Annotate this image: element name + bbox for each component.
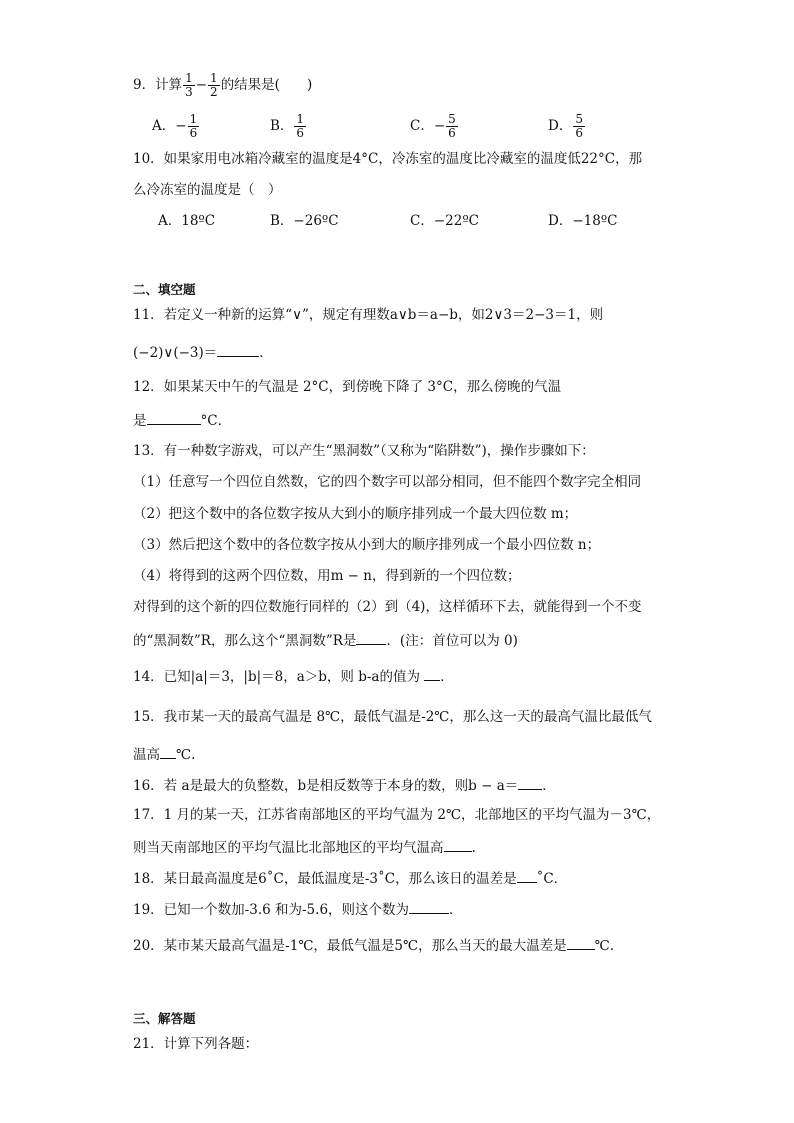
- question-19: 19．已知一个数加-3.6 和为-5.6，则这个数为 ．: [133, 899, 463, 919]
- answer-blank: [424, 666, 440, 681]
- question-13-step-3: （3）然后把这个数中的各位数字按从小到大的顺序排列成一个最小四位数 n；: [133, 537, 601, 553]
- answer-blank: [147, 410, 201, 425]
- q9-option-d: D． $\frac{5}{6}$: [548, 112, 583, 140]
- fraction-one-third: $\frac{1}{3}$: [185, 71, 193, 99]
- answer-blank: [518, 775, 542, 790]
- section-heading-solutions: 三、解答题: [133, 1011, 196, 1026]
- question-20: 20．某市某天最高气温是-1℃，最低气温是5℃，那么当天的最大温差是 ℃.: [133, 935, 614, 955]
- question-12-line-1: 12．如果某天中午的气温是 2°C，到傍晚下降了 3°C，那么傍晚的气温: [133, 379, 562, 395]
- question-13-step-1: （1）任意写一个四位自然数，它的四个数字可以部分相同，但不能四个数字完全相同: [133, 474, 642, 490]
- question-11-line-2: (−2)∨(−3)＝ ．: [133, 342, 273, 362]
- question-21: 21．计算下列各题：: [133, 1036, 259, 1052]
- question-13-line-1: 13．有一种数字游戏，可以产生“黑洞数”（又称为“陷阱数”)，操作步骤如下：: [133, 443, 595, 459]
- question-9: 9．计算 $\frac{1}{3}$ − $\frac{1}{2}$ 的结果是( ): [133, 71, 313, 99]
- question-18: 18．某日最高温度是6˚C，最低温度是-3˚C，那么该日的温差是 ˚C．: [133, 868, 567, 888]
- question-13-line-7: 的“黑洞数”R，那么这个“黑洞数”R是 ．(注：首位可以为 0): [133, 630, 518, 650]
- answer-blank: [356, 630, 386, 645]
- answer-blank: [160, 744, 176, 759]
- question-12-line-2: 是 °C．: [133, 410, 231, 430]
- answer-blank: [444, 837, 472, 852]
- q10-option-c: C．−22ºC: [410, 213, 479, 229]
- question-13-step-2: （2）把这个数中的各位数字按从大到小的顺序排列成一个最大四位数 m；: [133, 506, 578, 522]
- question-10-line-2: 么冷冻室的温度是（ ）: [133, 182, 282, 198]
- question-16: 16．若 a是最大的负整数，b是相反数等于本身的数，则b − a＝ ．: [133, 775, 556, 795]
- answer-blank: [567, 935, 595, 950]
- question-17-line-1: 17．1 月的某一天，江苏省南部地区的平均气温为 2℃，北部地区的平均气温为－3℃，: [133, 807, 661, 823]
- q10-option-d: D．−18ºC: [548, 213, 618, 229]
- fraction-one-half: $\frac{1}{2}$: [210, 71, 218, 99]
- section-heading-fill-in: 二、填空题: [133, 282, 196, 297]
- q9-option-a: A．− $\frac{1}{6}$: [152, 112, 198, 140]
- question-15-line-2: 温高 ℃.: [133, 744, 195, 764]
- question-17-line-2: 则当天南部地区的平均气温比北部地区的平均气温高 .: [133, 837, 476, 857]
- q10-option-a: A．18ºC: [158, 213, 216, 229]
- question-13-step-4: （4）将得到的这两个四位数，用m − n，得到新的一个四位数；: [133, 568, 521, 584]
- q9-option-c: C．− $\frac{5}{6}$: [410, 112, 456, 140]
- question-13-line-6: 对得到的这个新的四位数施行同样的（2）到（4)，这样循环下去，就能得到一个不变: [133, 599, 642, 615]
- question-14: 14．已知|a|＝3，|b|＝8，a＞b，则 b-a的值为 ．: [133, 666, 454, 686]
- q9-option-b: B． $\frac{1}{6}$: [270, 112, 305, 140]
- answer-blank: [217, 342, 259, 357]
- question-15-line-1: 15．我市某一天的最高气温是 8℃，最低气温是-2℃，那么这一天的最高气温比最低气: [133, 709, 652, 725]
- answer-blank: [517, 868, 537, 883]
- q10-option-b: B．−26ºC: [270, 213, 339, 229]
- answer-blank: [409, 899, 449, 914]
- question-11-line-1: 11．若定义一种新的运算“∨”，规定有理数a∨b＝a−b，如2∨3＝2−3＝1，则: [133, 307, 604, 323]
- question-10-line-1: 10．如果家用电冰箱冷藏室的温度是4°C，冷冻室的温度比冷藏室的温度低22°C，那: [133, 151, 643, 167]
